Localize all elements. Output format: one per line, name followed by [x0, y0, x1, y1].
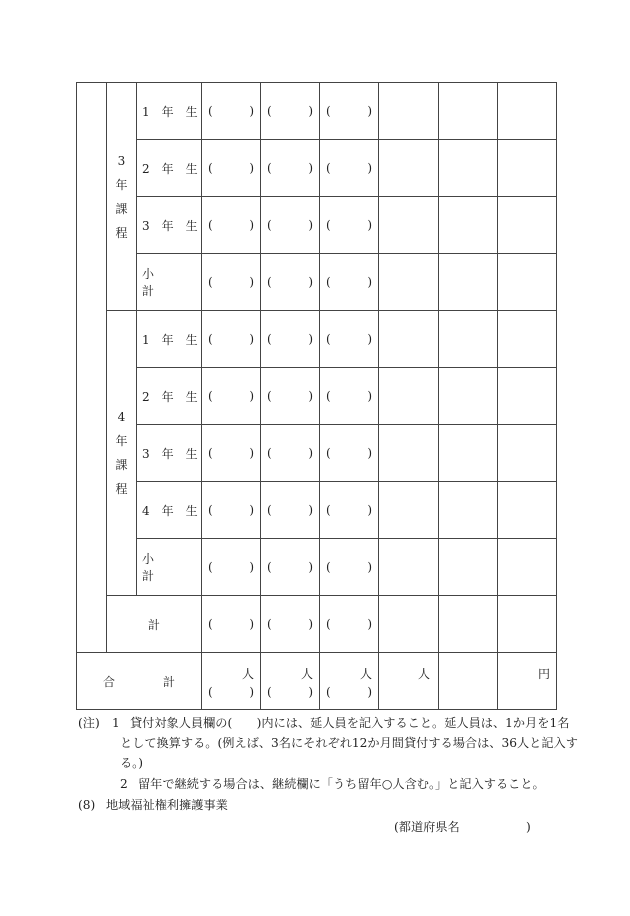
- enrollment-table: [76, 82, 557, 710]
- paren-open: (: [267, 275, 272, 289]
- paren-close: ): [367, 685, 372, 699]
- empty-cell: [439, 311, 498, 368]
- paren-open: (: [208, 389, 213, 403]
- paren-close: ): [308, 275, 313, 289]
- paren-close: ): [308, 503, 313, 517]
- group-label-char: 程: [115, 482, 128, 496]
- empty-cell: [498, 482, 557, 539]
- table-row: [77, 311, 557, 368]
- total-count-cell: [261, 653, 320, 710]
- empty-cell: [439, 653, 498, 710]
- count-cell: [320, 539, 379, 596]
- group-label-char: 課: [115, 458, 128, 472]
- paren-close: ): [249, 503, 254, 517]
- table-row: [77, 482, 557, 539]
- total-person-cell: [379, 653, 439, 710]
- empty-cell: [439, 425, 498, 482]
- grade-label: 3 年 生: [137, 425, 202, 482]
- group-label-char: 年: [115, 177, 128, 192]
- paren-close: ): [308, 389, 313, 403]
- paren-open: (: [326, 104, 331, 118]
- paren-close: ): [308, 685, 313, 699]
- paren-close: ): [249, 161, 254, 175]
- unit-person: 人: [300, 667, 313, 681]
- paren-close: ): [308, 617, 313, 631]
- empty-cell: [439, 539, 498, 596]
- note-1-line3: る。): [120, 756, 144, 770]
- paren-close: ): [308, 218, 313, 232]
- prefecture-label: (都道府県名: [394, 820, 460, 834]
- count-cell: [320, 425, 379, 482]
- table-row: [77, 368, 557, 425]
- grade-label: 小 計: [137, 539, 202, 596]
- empty-cell: [379, 254, 439, 311]
- table-row: [77, 197, 557, 254]
- paren-close: ): [367, 218, 372, 232]
- paren-open: (: [208, 446, 213, 460]
- count-cell: [202, 539, 261, 596]
- count-cell: [320, 596, 379, 653]
- empty-cell: [439, 596, 498, 653]
- paren-close: ): [367, 275, 372, 289]
- paren-open: (: [326, 275, 331, 289]
- paren-open: (: [267, 389, 272, 403]
- group-label-group4: [107, 311, 137, 596]
- paren-open: (: [326, 332, 331, 346]
- paren-close: ): [308, 446, 313, 460]
- count-cell: [320, 197, 379, 254]
- count-cell: [202, 482, 261, 539]
- paren-open: (: [267, 617, 272, 631]
- note-1-number: 1: [112, 716, 120, 730]
- empty-cell: [498, 140, 557, 197]
- note-1-line1: 貸付対象人員欄の( )内には、延人員を記入すること。延人員は、1か月を1名: [130, 716, 570, 730]
- total-yen-cell: [498, 653, 557, 710]
- paren-open: (: [208, 104, 213, 118]
- empty-cell: [379, 197, 439, 254]
- count-cell: [261, 539, 320, 596]
- paren-close: ): [367, 560, 372, 574]
- paren-close: ): [367, 503, 372, 517]
- subtotal-label: 計: [107, 596, 202, 653]
- prefecture-close: ): [526, 820, 531, 834]
- empty-cell: [439, 140, 498, 197]
- empty-cell: [439, 368, 498, 425]
- paren-close: ): [249, 685, 254, 699]
- paren-open: (: [326, 560, 331, 574]
- table-row: [77, 140, 557, 197]
- paren-close: ): [367, 446, 372, 460]
- paren-open: (: [326, 161, 331, 175]
- empty-cell: [498, 197, 557, 254]
- count-cell: [320, 83, 379, 140]
- group-label-group3: [107, 83, 137, 311]
- empty-cell: [498, 425, 557, 482]
- grade-label: 1 年 生: [137, 83, 202, 140]
- count-cell: [320, 140, 379, 197]
- paren-open: (: [267, 218, 272, 232]
- count-cell: [320, 368, 379, 425]
- paren-open: (: [267, 161, 272, 175]
- group-label-char: 4: [117, 410, 126, 424]
- section-title: 地域福祉権利擁護事業: [106, 798, 228, 812]
- note-1-line2: として換算する。(例えば、3名にそれぞれ12か月間貸付する場合は、36人と記入す: [120, 736, 578, 750]
- note-2-text: 留年で継続する場合は、継続欄に「うち留年○人含む。」と記入すること。: [138, 777, 545, 791]
- total-row: [77, 653, 557, 710]
- empty-cell: [379, 425, 439, 482]
- grade-label: 小 計: [137, 254, 202, 311]
- paren-close: ): [367, 617, 372, 631]
- paren-open: (: [267, 332, 272, 346]
- grade-label: 2 年 生: [137, 140, 202, 197]
- count-cell: [261, 596, 320, 653]
- paren-open: (: [326, 503, 331, 517]
- paren-open: (: [208, 161, 213, 175]
- empty-cell: [379, 140, 439, 197]
- paren-open: (: [326, 389, 331, 403]
- count-cell: [320, 482, 379, 539]
- outer-category-cell: [77, 83, 107, 653]
- total-count-cell: [320, 653, 379, 710]
- paren-open: (: [326, 446, 331, 460]
- group-label-char: 程: [115, 225, 128, 240]
- grade-label: 4 年 生: [137, 482, 202, 539]
- empty-cell: [498, 596, 557, 653]
- unit-person: 人: [241, 667, 254, 681]
- grade-label: 3 年 生: [137, 197, 202, 254]
- count-cell: [202, 425, 261, 482]
- paren-close: ): [249, 218, 254, 232]
- paren-open: (: [208, 560, 213, 574]
- unit-person: 人: [417, 667, 430, 681]
- count-cell: [261, 254, 320, 311]
- paren-open: (: [208, 503, 213, 517]
- paren-open: (: [208, 275, 213, 289]
- table-row: [77, 425, 557, 482]
- count-cell: [261, 311, 320, 368]
- count-cell: [261, 368, 320, 425]
- count-cell: [261, 140, 320, 197]
- empty-cell: [498, 254, 557, 311]
- unit-yen: 円: [537, 667, 550, 681]
- table-row: [77, 254, 557, 311]
- unit-person: 人: [359, 667, 372, 681]
- empty-cell: [379, 83, 439, 140]
- paren-open: (: [267, 685, 272, 699]
- empty-cell: [498, 368, 557, 425]
- paren-close: ): [308, 161, 313, 175]
- paren-close: ): [249, 275, 254, 289]
- paren-close: ): [367, 104, 372, 118]
- count-cell: [320, 254, 379, 311]
- paren-close: ): [308, 332, 313, 346]
- count-cell: [261, 425, 320, 482]
- empty-cell: [439, 482, 498, 539]
- count-cell: [261, 482, 320, 539]
- count-cell: [202, 254, 261, 311]
- total-count-cell: [202, 653, 261, 710]
- grade-label: 2 年 生: [137, 368, 202, 425]
- count-cell: [320, 311, 379, 368]
- paren-close: ): [249, 389, 254, 403]
- paren-close: ): [249, 560, 254, 574]
- table-row: [77, 539, 557, 596]
- empty-cell: [498, 311, 557, 368]
- paren-close: ): [308, 104, 313, 118]
- empty-cell: [379, 539, 439, 596]
- paren-open: (: [326, 218, 331, 232]
- paren-open: (: [208, 617, 213, 631]
- count-cell: [261, 83, 320, 140]
- paren-close: ): [367, 332, 372, 346]
- paren-close: ): [367, 389, 372, 403]
- count-cell: [202, 596, 261, 653]
- empty-cell: [439, 197, 498, 254]
- table-row: [77, 83, 557, 140]
- note-prefix: (注): [78, 716, 100, 730]
- paren-open: (: [267, 560, 272, 574]
- empty-cell: [379, 311, 439, 368]
- paren-open: (: [326, 617, 331, 631]
- paren-close: ): [249, 446, 254, 460]
- empty-cell: [498, 539, 557, 596]
- total-label: 合 計: [77, 653, 202, 710]
- count-cell: [202, 140, 261, 197]
- paren-open: (: [208, 685, 213, 699]
- empty-cell: [379, 482, 439, 539]
- empty-cell: [379, 368, 439, 425]
- paren-open: (: [326, 685, 331, 699]
- group-label-char: 課: [115, 201, 128, 216]
- count-cell: [202, 368, 261, 425]
- grade-label: 1 年 生: [137, 311, 202, 368]
- empty-cell: [498, 83, 557, 140]
- paren-close: ): [249, 617, 254, 631]
- group-label-char: 年: [115, 434, 128, 448]
- empty-cell: [379, 596, 439, 653]
- count-cell: [202, 197, 261, 254]
- paren-open: (: [267, 503, 272, 517]
- paren-open: (: [267, 446, 272, 460]
- paren-close: ): [249, 104, 254, 118]
- section-number: (8): [78, 798, 96, 812]
- group-label-char: 3: [117, 153, 126, 168]
- note-2-number: 2: [120, 777, 128, 791]
- count-cell: [202, 311, 261, 368]
- count-cell: [261, 197, 320, 254]
- empty-cell: [439, 83, 498, 140]
- paren-open: (: [208, 332, 213, 346]
- paren-close: ): [367, 161, 372, 175]
- empty-cell: [439, 254, 498, 311]
- subtotal-row: [77, 596, 557, 653]
- paren-open: (: [267, 104, 272, 118]
- paren-open: (: [208, 218, 213, 232]
- paren-close: ): [308, 560, 313, 574]
- count-cell: [202, 83, 261, 140]
- paren-close: ): [249, 332, 254, 346]
